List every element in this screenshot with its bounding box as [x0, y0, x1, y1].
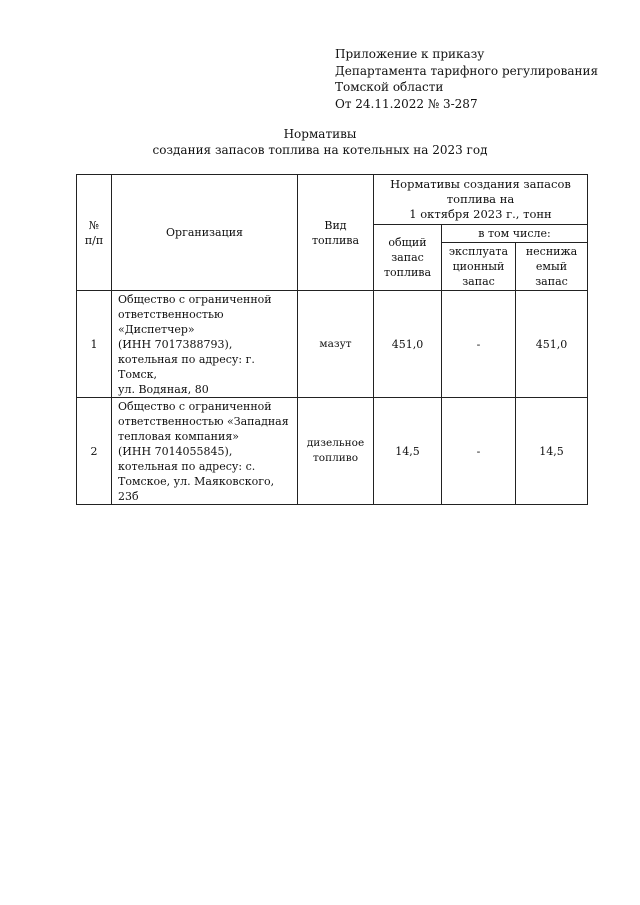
table-row	[77, 398, 588, 505]
table-row	[77, 291, 588, 398]
header-norms-group: Нормативы создания запасов топлива на 1 октября 2023 г., тонн	[374, 175, 588, 225]
norms-table	[76, 174, 588, 505]
header-operational: эксплуата ционный запас	[442, 243, 516, 291]
header-row	[77, 175, 588, 225]
document-title	[0, 126, 640, 158]
header-num: № п/п	[77, 175, 112, 291]
appendix-header	[335, 46, 598, 112]
row-num: 1	[77, 291, 112, 398]
row-num: 2	[77, 398, 112, 505]
row-fuel: дизельное топливо	[298, 398, 374, 505]
row-irreducible: 451,0	[516, 291, 588, 398]
appendix-line: Приложение к приказу	[335, 47, 485, 61]
appendix-line: Департамента тарифного регулирования	[335, 63, 599, 78]
row-operational: -	[442, 398, 516, 505]
row-irreducible: 14,5	[516, 398, 588, 505]
row-fuel: мазут	[298, 291, 374, 398]
row-organization: Общество с ограниченной ответственностью «Западная тепловая компания» (ИНН 7014055845), котельная по адресу: с. Томское, ул. Маяковского, 23б	[112, 398, 298, 505]
header-organization: Организация	[112, 175, 298, 291]
appendix-line: От 24.11.2022 № 3-287	[335, 96, 478, 111]
row-total: 14,5	[374, 398, 442, 505]
header-total: общий запас топлива	[374, 225, 442, 291]
row-total: 451,0	[374, 291, 442, 398]
title-line-2: создания запасов топлива на котельных на 2023 год	[152, 143, 488, 157]
title-line-1: Нормативы	[283, 127, 357, 141]
header-fuel-type: Вид топлива	[298, 175, 374, 291]
header-irreducible: неснижа емый запас	[516, 243, 588, 291]
row-operational: -	[442, 291, 516, 398]
header-including: в том числе:	[442, 225, 588, 243]
appendix-line: Томской области	[335, 80, 444, 94]
row-organization: Общество с ограниченной ответственностью «Диспетчер» (ИНН 7017388793), котельная по адресу: г. Томск, ул. Водяная, 80	[112, 291, 298, 398]
